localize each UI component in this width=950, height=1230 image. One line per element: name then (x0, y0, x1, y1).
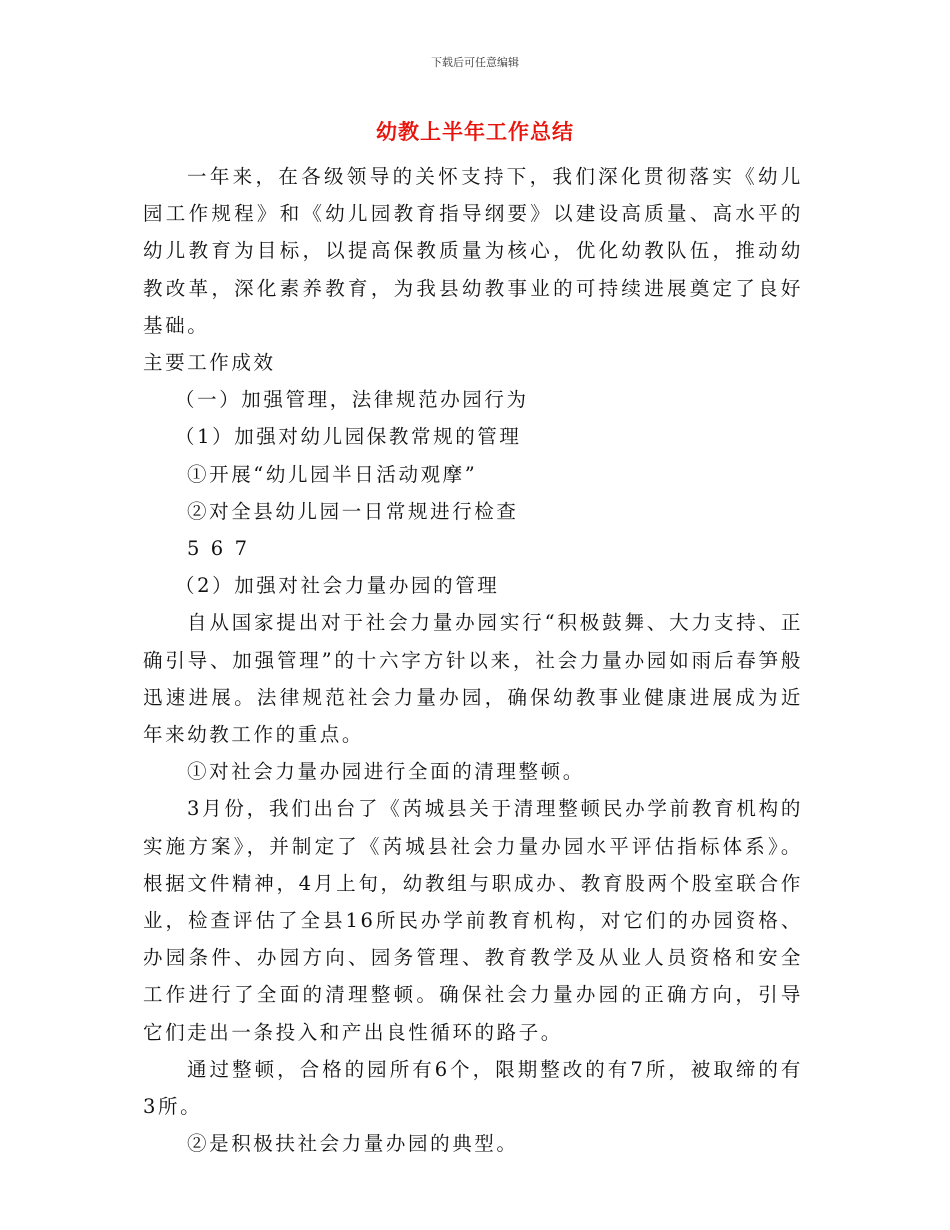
section-heading: 主要工作成效 (143, 351, 276, 375)
paragraph: 3月份，我们出台了《芮城县关于清理整顿民办学前教育机构的实施方案》，并制定了《芮城县社会力量办园水平评估指标体系》。根据文件精神，4月上旬，幼教组与职成办、教育股两个股室联合作业，检查评估了全县16所民办学前教育机构，对它们的办园资格、办园条件、办园方向、园务管理、教育教学及从业人员资格和安全工作进行了全面的清理整顿。确保社会力量办园的正确方向，引导它们走出一条投入和产出良性循环的路子。 (143, 797, 803, 1044)
document-body (143, 158, 803, 1162)
paragraph-intro: 一年来，在各级领导的关怀支持下，我们深化贯彻落实《幼儿园工作规程》和《幼儿园教育指导纲要》以建设高质量、高水平的幼儿教育为目标，以提高保教质量为核心，优化幼教队伍，推动幼教改革，深化素养教育，为我县幼教事业的可持续进展奠定了良好基础。 (143, 165, 803, 337)
paragraph: 自从国家提出对于社会力量办园实行“积极鼓舞、大力支持、正确引导、加强管理”的十六字方针以来，社会力量办园如雨后春笋般迅速进展。法律规范社会力量办园，确保幼教事业健康进展成为近年来幼教工作的重点。 (143, 611, 803, 747)
paragraph: 通过整顿，合格的园所有6个，限期整改的有7所，被取缔的有3所。 (143, 1057, 803, 1119)
item-heading-2: （2）加强对社会力量办园的管理 (175, 574, 500, 598)
list-item: ①开展“幼儿园半日活动观摩” (187, 462, 478, 486)
header-note: 下载后可任意编辑 (431, 56, 519, 69)
page-numbers-text: 5 6 7 (187, 537, 250, 561)
item-heading-1: （1）加强对幼儿园保教常规的管理 (175, 425, 522, 449)
subsection-heading-1: （一）加强管理，法律规范办园行为 (175, 388, 529, 412)
list-item: ①对社会力量办园进行全面的清理整顿。 (187, 760, 585, 784)
document-title: 幼教上半年工作总结 (376, 119, 574, 144)
list-item: ②是积极扶社会力量办园的典型。 (187, 1132, 519, 1156)
list-item: ②对全县幼儿园一日常规进行检查 (187, 499, 519, 523)
